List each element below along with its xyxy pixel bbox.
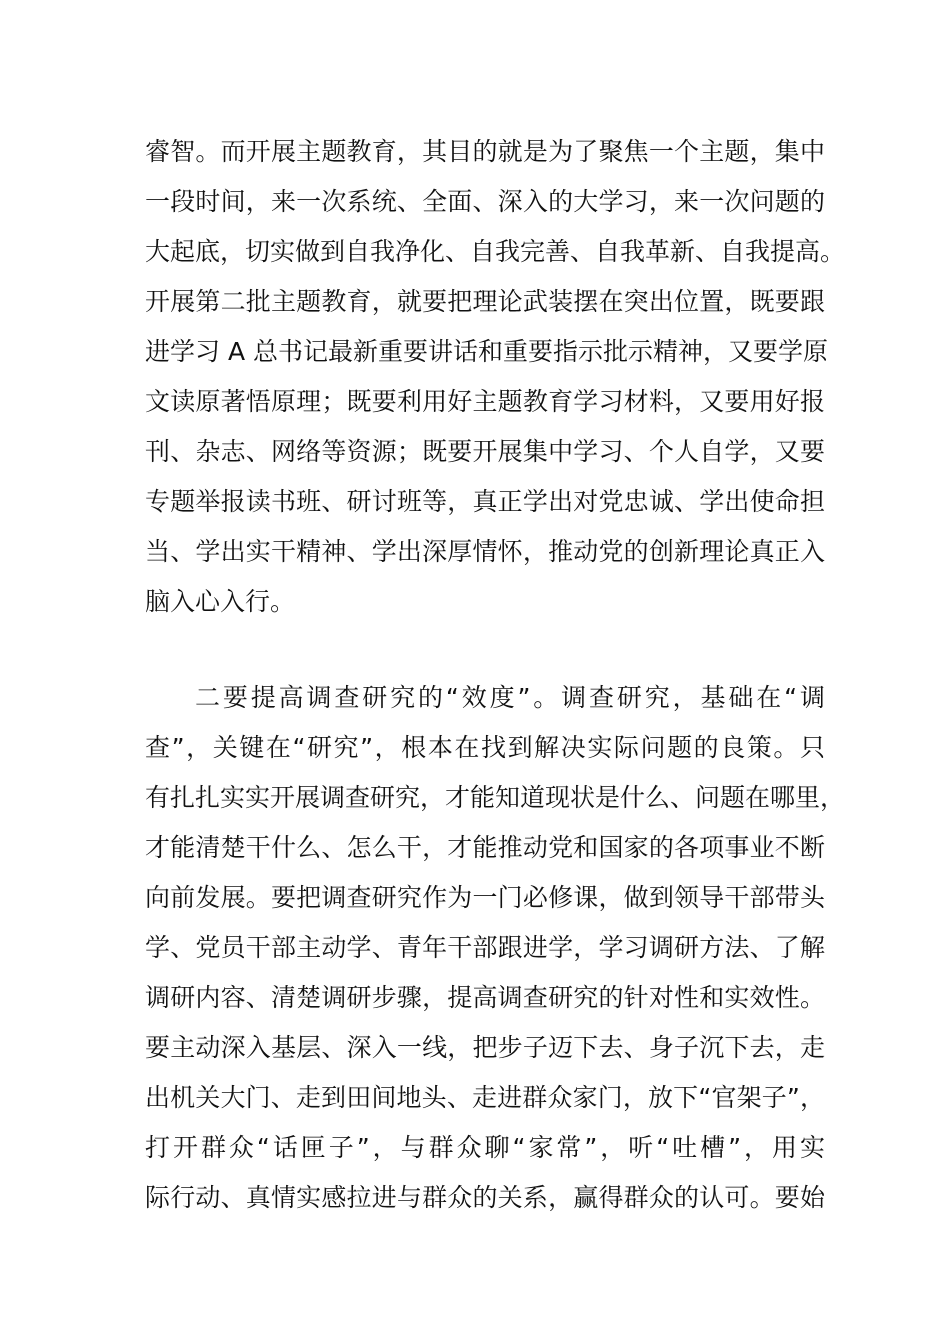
paragraph-line: 要主动深入基层、深入一线，把步子迈下去、身子沉下去，走: [145, 1033, 825, 1062]
paragraph-2: [145, 673, 846, 1223]
paragraph-line: 查”，关键在“研究”，根本在找到解决实际问题的良策。只: [145, 733, 825, 762]
paragraph-line: 打开群众“话匣子”，与群众聊“家常”，听“吐槽”，用实: [145, 1133, 825, 1162]
paragraph-line: 文读原著悟原理；既要利用好主题教育学习材料，又要用好报: [145, 387, 825, 416]
paragraph-line: 刊、杂志、网络等资源；既要开展集中学习、个人自学，又要: [145, 437, 825, 466]
paragraph-line: 大起底，切实做到自我净化、自我完善、自我革新、自我提高。: [145, 237, 846, 266]
paragraph-1: [145, 127, 846, 627]
paragraph-line: 向前发展。要把调查研究作为一门必修课，做到领导干部带头: [145, 883, 825, 912]
paragraph-line: 进学习 A 总书记最新重要讲话和重要指示批示精神，又要学原: [145, 337, 828, 366]
paragraph-line: 有扎扎实实开展调查研究，才能知道现状是什么、问题在哪里，: [145, 783, 846, 812]
paragraph-line: 睿智。而开展主题教育，其目的就是为了聚焦一个主题，集中: [145, 137, 825, 166]
paragraph-line: 才能清楚干什么、怎么干，才能推动党和国家的各项事业不断: [145, 833, 825, 862]
paragraph-line: 出机关大门、走到田间地头、走进群众家门，放下“官架子”，: [145, 1083, 825, 1112]
paragraph-line: 当、学出实干精神、学出深厚情怀，推动党的创新理论真正入: [145, 537, 825, 566]
paragraph-line: 际行动、真情实感拉进与群众的关系，赢得群众的认可。要始: [145, 1183, 825, 1212]
paragraph-line: 专题举报读书班、研讨班等，真正学出对党忠诚、学出使命担: [145, 487, 825, 516]
paragraph-line: 脑入心入行。: [145, 587, 296, 616]
paragraph-line: 学、党员干部主动学、青年干部跟进学，学习调研方法、了解: [145, 933, 825, 962]
paragraph-line: 调研内容、清楚调研步骤，提高调查研究的针对性和实效性。: [145, 983, 825, 1012]
paragraph-line: 二要提高调查研究的“效度”。调查研究，基础在“调: [195, 683, 825, 712]
paragraph-line: 开展第二批主题教育，就要把理论武装摆在突出位置，既要跟: [145, 287, 825, 316]
paragraph-line: 一段时间，来一次系统、全面、深入的大学习，来一次问题的: [145, 187, 825, 216]
